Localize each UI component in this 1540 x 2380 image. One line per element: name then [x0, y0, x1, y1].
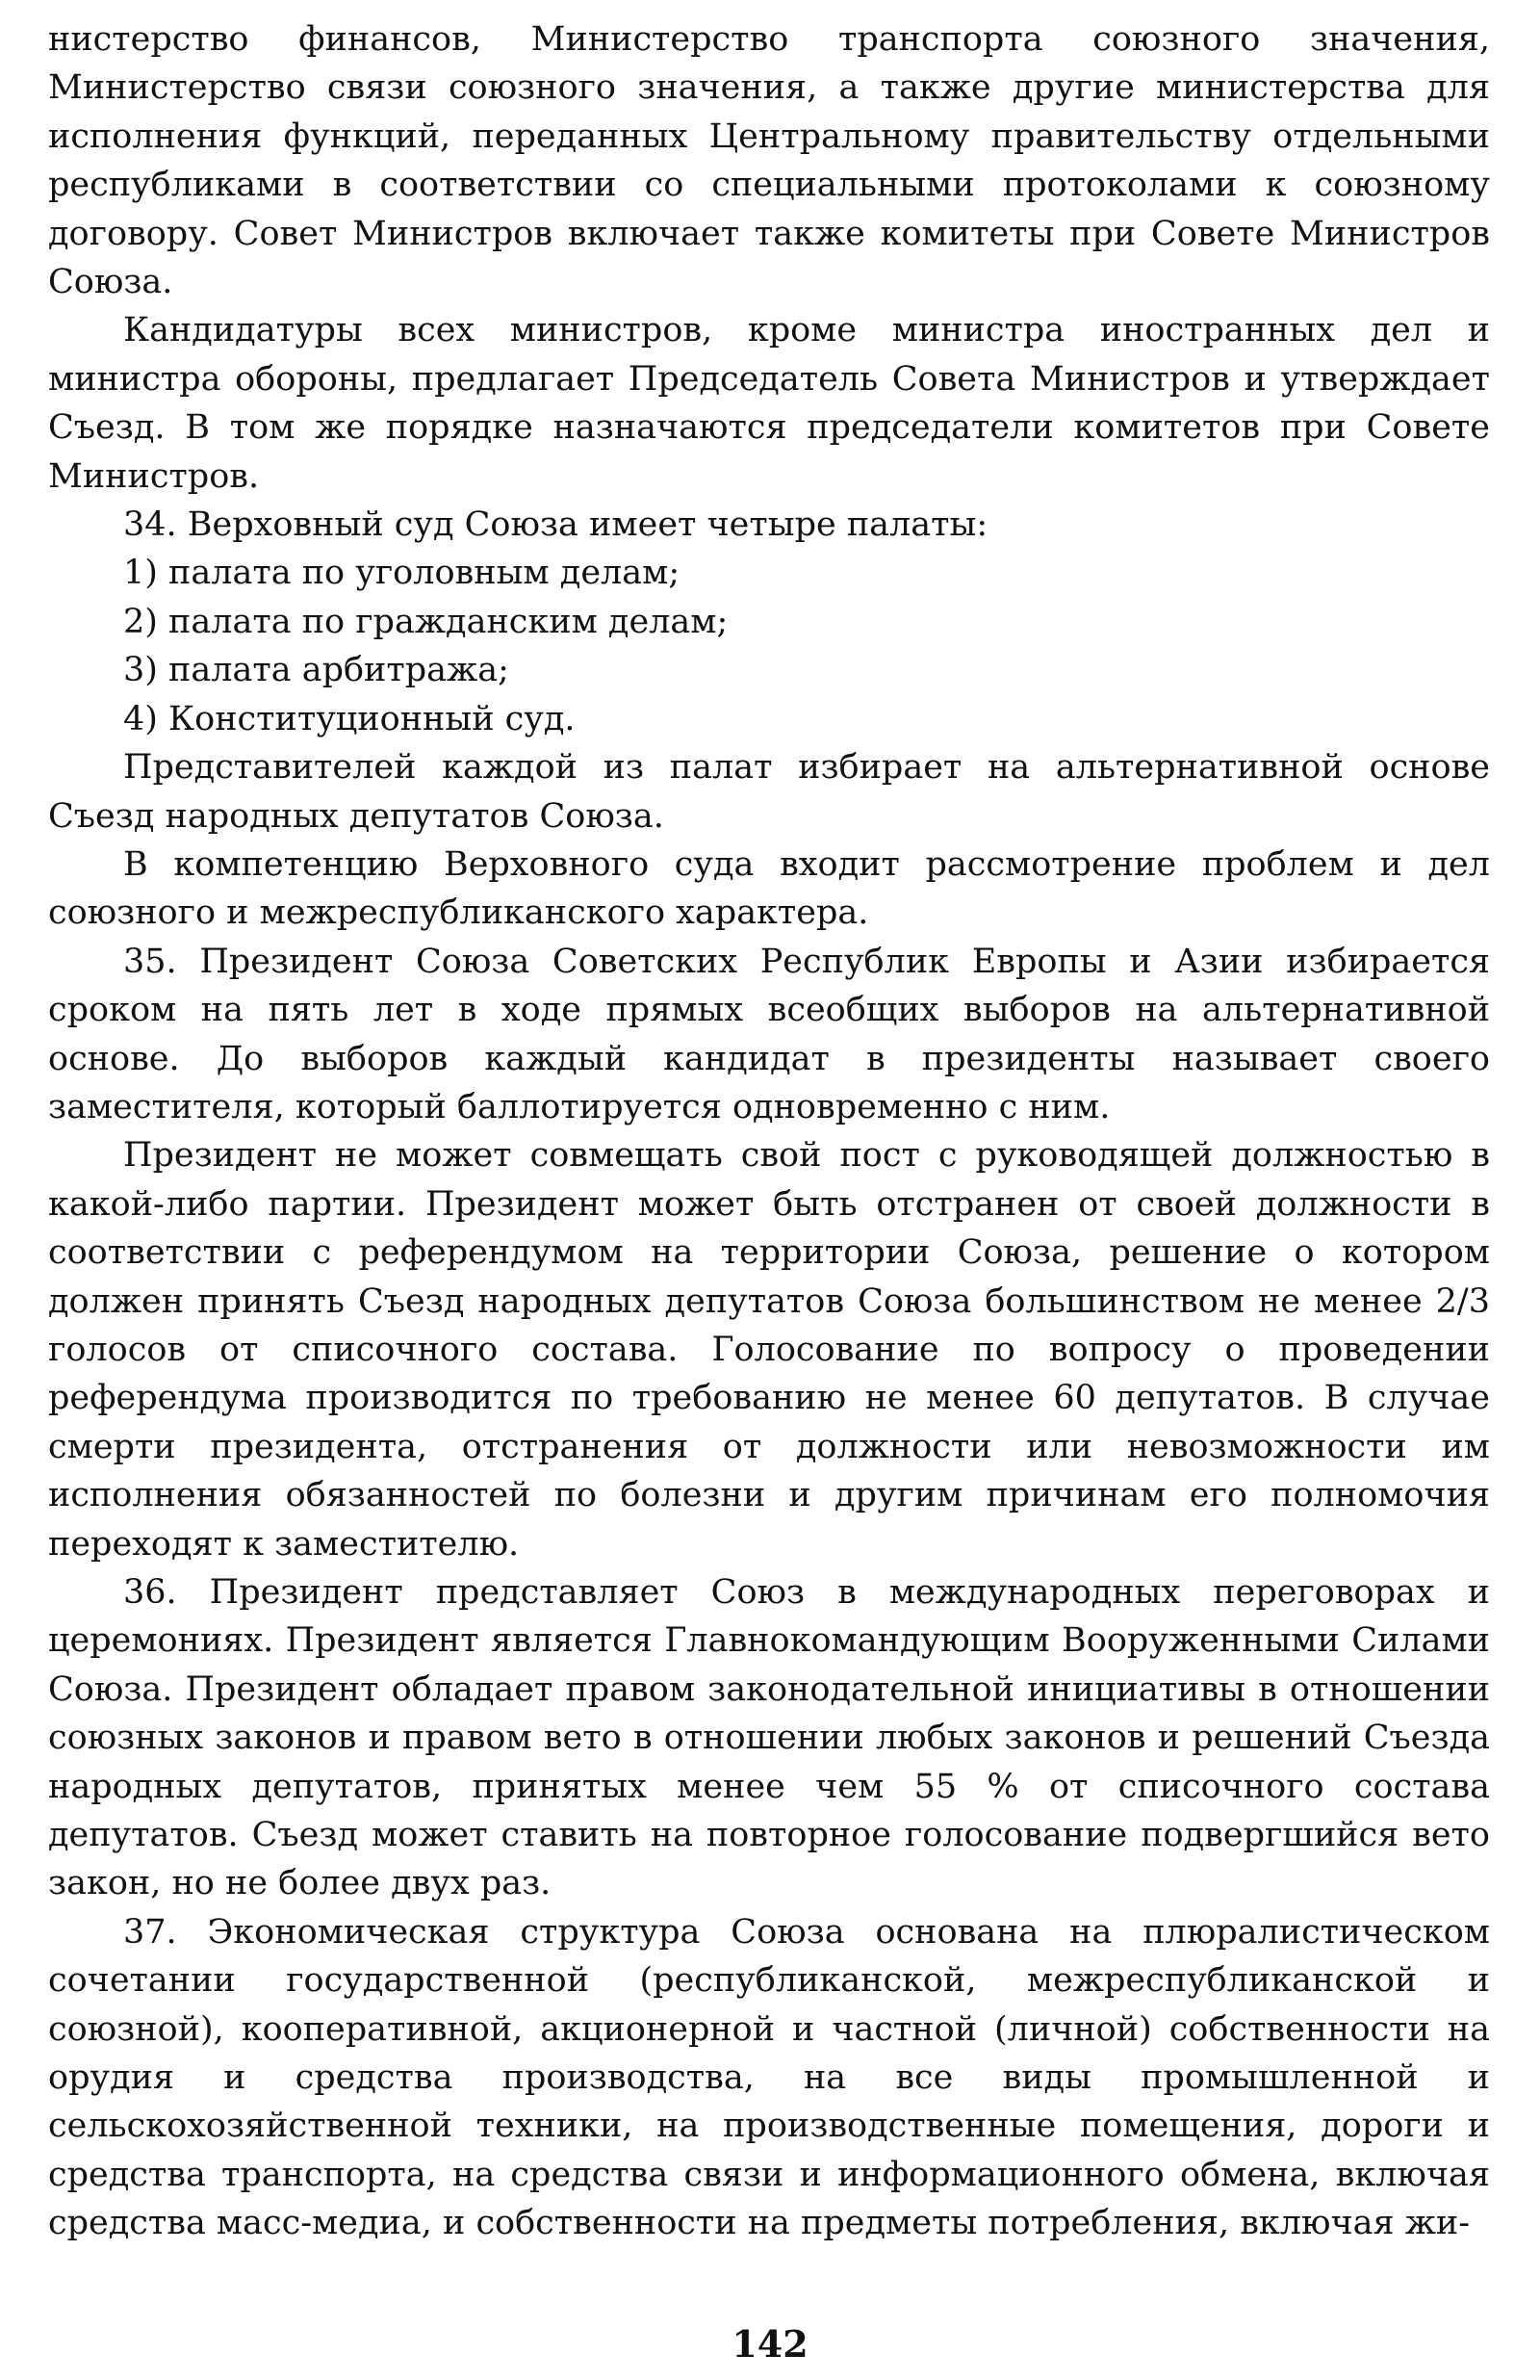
list-item-chamber-arbitration: 3) палата арбитража; — [123, 651, 509, 690]
list-item-chamber-civil: 2) палата по гражданским делам; — [123, 602, 729, 641]
paragraph-supreme-court-competence: В компетенцию Верховного суда входит рассмотрение проблем и дел союзного и межреспубликанского характера. — [48, 844, 1490, 933]
paragraph-ministers-candidates: Кандидатуры всех министров, кроме министра иностранных дел и министра обороны, предлагает Председатель Совета Министров и утверждает Съезд. В том же порядке назначаются председатели комитетов при Совете Министров. — [48, 311, 1490, 496]
paragraph-article-37: 37. Экономическая структура Союза основана на плюралистическом сочетании государственной (республиканской, межреспубликанской и союзной), кооперативной, акционерной и частной (личной) собственности на орудия и средства производства, на все виды промышленной и сельскохозяйственной техники, на производственные помещения, дороги и средства транспорта, на средства связи и информационного обмена, включая средства масс-медиа, и собственности на предметы потребления, включая жи- — [48, 1912, 1490, 2243]
paragraph-president-restrictions: Президент не может совмещать свой пост с руководящей должностью в какой-либо партии. Президент может быть отстранен от своей должности в соответствии с референдумом на территории Союза, решение о котором должен принять Съезд народных депутатов Союза большинством не менее 2/3 голосов от списочного состава. Голосование по вопросу о проведении референдума производится по требованию не менее 60 депутатов. В случае смерти президента, отстранения от должности или невозможности им исполнения обязанностей по болезни и другим причинам его полномочия переходят к заместителю. — [48, 1136, 1490, 1564]
page-body — [48, 15, 1490, 2248]
page-number: 142 — [732, 2322, 808, 2366]
paragraph-article-36: 36. Президент представляет Союз в международных переговорах и церемониях. Президент является Главнокомандующим Вооруженными Силами Союза. Президент обладает правом законодательной инициативы в отношении союзных законов и правом вето в отношении любых законов и решений Съезда народных депутатов, принятых менее чем 55 % от списочного состава депутатов. Съезд может ставить на повторное голосование подвергшийся вето закон, но не более двух раз. — [48, 1573, 1490, 1903]
paragraph-chamber-representatives: Представителей каждой из палат избирает на альтернативной основе Съезд народных депутатов Союза. — [48, 748, 1490, 836]
list-item-constitutional-court: 4) Конституционный суд. — [123, 699, 576, 738]
paragraph-article-34: 34. Верховный суд Союза имеет четыре палаты: — [123, 505, 988, 545]
paragraph-ministries-continued: нистерство финансов, Министерство транспорта союзного значения, Министерство связи союзного значения, а также другие министерства для исполнения функций, переданных Центральному правительству отдельными республиками в соответствии со специальными протоколами к союзному договору. Совет Министров включает также комитеты при Совете Министров Союза. — [48, 20, 1490, 302]
paragraph-article-35: 35. Президент Союза Советских Республик Европы и Азии избирается сроком на пять лет в ходе прямых всеобщих выборов на альтернативной основе. До выборов каждый кандидат в президенты называет своего заместителя, который баллотируется одновременно с ним. — [48, 942, 1490, 1126]
list-item-chamber-criminal: 1) палата по уголовным делам; — [123, 554, 680, 593]
